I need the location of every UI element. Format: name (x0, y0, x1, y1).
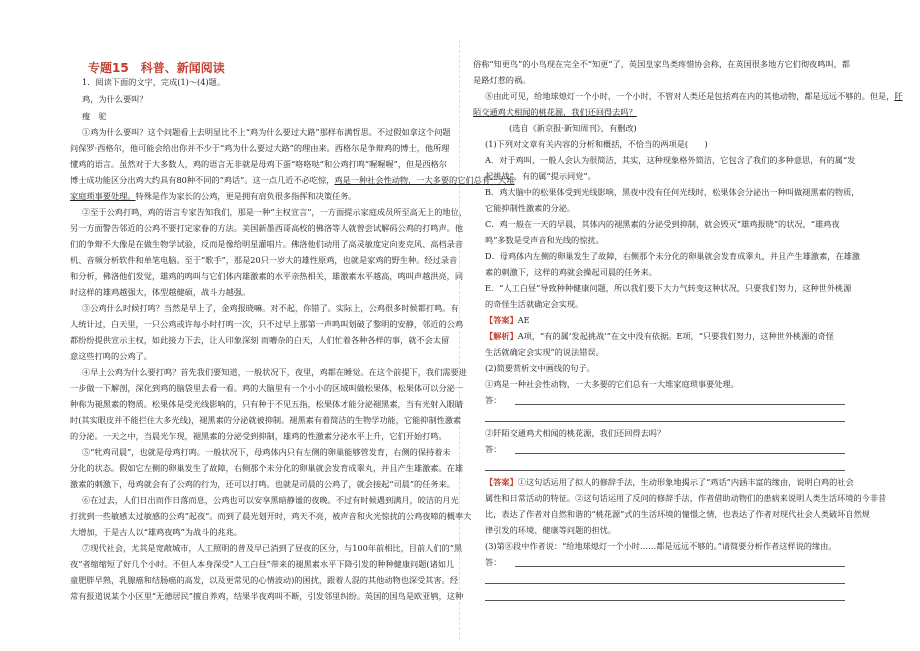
left-text-line: ②至于公鸡打鸣，鸡的语言专家告知我们，那是一种“主权宣言”，一方面提示家庭成员所至高无上的地位， (82, 207, 467, 217)
right-text-line: 答： (485, 557, 502, 567)
right-text-line: 是路灯惹的祸。 (473, 75, 531, 85)
right-text-line: 俗称“知更鸟”的小鸟现在完全不“知更”了，英国皇家鸟类疼惜协会称，在英国很多地方它们彻夜鸣叫，都 (473, 59, 850, 69)
right-text-line: ⑧由此可见，给地球熄灯一个小时，一个小时，不管对人类还是包括鸡在内的其他动物，都是远远不够的。但是，阡 (485, 91, 903, 101)
right-text-line: 素的刺激下，这样的鸡就会操起司晨的任务来。 (485, 267, 657, 277)
left-text-line: 分化的状态。假如它左侧的卵巢发生了故障，右侧那个未分化的卵巢就会发育成睾丸，并且产生雄激素。在雄 (70, 463, 464, 473)
right-text-line: E．“人工白昼”导致种种健康问题，所以我们要下大力气转变这种状况，只要我们努力，这种世外桃源 (485, 283, 852, 293)
left-text-line: ⑤“牝鸡司晨”，也就是母鸡打鸣。一般状况下，母鸡体内只有左侧的卵巢能够管发育，右侧的保持着未 (82, 447, 451, 457)
right-text-line: A．对于鸡叫，一般人会认为很简洁，其实，这种现象格外简洁，它包含了我们的多种意思，有的属“发 (485, 155, 856, 165)
left-text-line: 时(其实眼皮并不能拦住大多光线)，褪黑素的分泌就被抑制。褪黑素有着简洁的生物学功能，它能抑制性激素 (70, 415, 462, 425)
left-text-line: 另一方面警告邻近的公鸡不要打定家眷的方法。美国新墨西哥高校的佛洛等人就曾尝试解码公鸡的打鸣声。他 (70, 223, 464, 233)
left-text-line: ⑥在过去，人们日出而作日落而息，公鸡也可以安享黑暗静谧的夜晚。不过有时候遇到满月，皎洁的月光 (82, 495, 459, 505)
left-text-line: 种称为褪黑素的物质。松果体是受光线影响的，只有种于不见五指，松果体才能分泌褪黑素，当有光射入眼睛 (70, 399, 464, 409)
left-text-line: 童肥胖早熟，乳腺癌和结肠癌的高发，以及更常见的心情波动)的困扰，跟着人混的其他动物也深受其害。经 (70, 575, 459, 585)
right-text-line: 属性和日常活动的特征。②这句话运用了反问的修辞手法，作者借助动物们的患病来说明人类生活环境的今非昔 (485, 493, 887, 503)
right-text-line: 【答案】AE (485, 315, 530, 325)
left-text-line: 1．阅读下面的文字，完成(1)～(4)题。 (82, 77, 226, 87)
left-text-line: 家庭琐事要处理。特殊是作为家长的公鸡，更是拥有肩负很多指挥和决策任务。 (70, 191, 357, 201)
right-text-line: 【解析】A项，“有的属‘发起挑战’”在文中没有依据。E项，“只要我们努力，这种世外桃源的奇怪 (485, 331, 834, 341)
left-text-line: 懂鸡的语言。虽然对于大多数人，鸡的语言无非就是母鸡下蛋“咯咯哒”和公鸡打鸣“喔喔喔”，但是西格尔 (70, 159, 447, 169)
answer-blank-line[interactable] (485, 421, 845, 422)
right-text-line (473, 107, 637, 117)
left-text-line: 问保罗·西格尔，他可能会给出你并不少于“鸡为什么要过大路”的理由来。西格尔是争辩鸡的博士，他所理 (70, 143, 450, 153)
right-text-line: (选自《新京报·新知周刊》，有删改) (509, 123, 637, 133)
underlined-sentence: 家庭琐事要处理。 (70, 191, 136, 201)
answer-label: 【答案】 (485, 315, 518, 325)
right-text-line: (3)第⑧段中作者说：“给地球熄灯一个小时……都是远远不够的。”请简要分析作者这样说的缘由。 (485, 541, 837, 551)
left-text-line: 和分析，佛洛他们发觉，雄鸡的鸣叫与它们体内雄激素的水平亲热相关，雄激素水平越高，鸣叫声越洪亮，同 (70, 271, 464, 281)
right-text-line: 起挑战”，有的属“提示同党”。 (485, 171, 596, 181)
left-text-line: 鸡，为什么要叫？ (82, 94, 148, 104)
answer-blank-line[interactable] (515, 453, 845, 454)
left-text-line: ④早上公鸡为什么要打鸣？首先我们要知道，一般状况下，夜里，鸡都在睡觉。在这个前提下，我们需要进 (82, 367, 467, 377)
right-text-line: B．鸡大脑中的松果体受到光线影响，黑夜中没有任何光线时，松果体会分泌出一种叫做褪黑素的物质， (485, 187, 860, 197)
page-title: 专题15 科普、新闻阅读 (88, 61, 225, 75)
left-text-line: ③公鸡什么时候打鸣？当然是早上了，金鸡报晓嘛。对不起，你错了。实际上，公鸡很多时候都打鸣。有 (82, 303, 459, 313)
right-text-line: 鸣”多数是受声音和光线的惊扰。 (485, 235, 604, 245)
left-text-line: 时这样的雄鸡越强大，体型越健硕，战斗力越强。 (70, 287, 251, 297)
answer-blank-line[interactable] (485, 583, 845, 584)
left-text-line: 机、音频分析软件和单笔电脑。至于“歌手”，那是20只一岁大的雄性原鸡，也就是家鸡的野生种。经过录音 (70, 255, 458, 265)
left-text-line: 博士成功能区分出鸡大约具有80种不同的“鸡话”。这一点几近不必吃惊，鸡是一种社会性动物，一大多要的它们总有一大堆 (70, 175, 515, 185)
left-text-line: 意这些打鸣的公鸡了。 (70, 351, 152, 361)
left-text-line: 一步做一下解剖，深化到鸡的脑袋里去看一看。鸡的大脑里有一个小小的区域叫做松果体，松果体可以分泌一 (70, 383, 464, 393)
right-text-line: 比，表达了作者对自然和谐的“桃花源”式的生活环境的憧憬之情，也表达了作者对现代社会人类破坏自然规 (485, 509, 870, 519)
right-text-line: 答： (485, 444, 502, 454)
answer-blank-line[interactable] (485, 470, 845, 471)
left-text-line: 打扰到一些敏感太过敏感的公鸡“起夜”。而到了晨光划开时，鸡天不亮，被声音和火光惊扰的公鸡夜啼的概率大 (70, 511, 472, 521)
left-text-line: 瘦 驼 (82, 111, 107, 121)
left-text-line: 激素的刺激下，母鸡就会有了公鸡的行为，还可以打鸣。也就是司晨的公鸡了，就会接起“司晨”的任务来。 (70, 479, 455, 489)
right-text-line: 律引发的环境、健康等问题的担忧。 (485, 525, 617, 535)
underlined-sentence: 阡 (894, 91, 903, 101)
right-text-line: (2)简要赏析文中画线的句子。 (485, 363, 595, 373)
left-text-line: 们的争辩不大像是在做生物学试验，反而是像给明星灌唱片。佛洛他们动用了高灵敏度定向麦克风、高档录音 (70, 239, 464, 249)
right-text-line: C．鸡一般在一天的早晨，其体内的褪黑素的分泌受到抑制，就会毁灭“雄鸡报晓”的状况，“雄鸡夜 (485, 219, 840, 229)
right-text-line: 答： (485, 395, 502, 405)
right-text-line: 它能抑制性激素的分泌。 (485, 203, 576, 213)
left-text-line: 夜”者缩缩短了好几个小时。不但人本身深受“人工白昼”带来的褪黑素水平下降引发的种种健康问题(诸如儿 (70, 559, 455, 569)
left-text-line: 大增加，于是古人以“雄鸡夜鸣”为战斗的兆兆。 (70, 527, 243, 537)
answer-blank-line[interactable] (485, 600, 845, 601)
answer-blank-line[interactable] (515, 566, 845, 567)
right-text-line: (1)下列对文章有关内容的分析和概括，不恰当的两项是( ) (485, 139, 708, 149)
left-text-line: 人统计过，白天里，一只公鸡或许每小时打鸣一次，只不过早上那第一声鸣叫划破了黎明的安静，邻近的公鸡 (70, 319, 464, 329)
underlined-sentence: 陌交通鸡犬相闻的桃花源，我们还回得去吗？ (473, 107, 637, 117)
underlined-sentence: 鸡是一种社会性动物，一大多要的它们总有一大堆 (334, 175, 515, 185)
left-text-line: ⑦现代社会，尤其是宽敞城市，人工照明的普及早已消到了昼夜的区分，与100年前相比，目前人们的“黑 (82, 543, 463, 553)
left-text-line: ①鸡为什么要叫？这个问题看上去明显比不上“鸡为什么要过大路”那样布满哲思。不过假如拿这个问题 (82, 127, 451, 137)
left-text-line: 常有报道说某个小区里“无德居民”擅自养鸡，结果半夜鸡叫不断，引发邻里纠纷。英国的国鸟是欧亚鸲，这种 (70, 591, 464, 601)
left-text-line: 的分泌。一天之中，当晨光乍现，褪黑素的分泌受到抑制，雄鸡的性激素分泌水平上升，它们开始打鸣。 (70, 431, 447, 441)
answer-blank-line[interactable] (515, 404, 845, 405)
right-text-line: D．母鸡体内左侧的卵巢发生了故障，右侧那个未分化的卵巢就会发育成睾丸，并且产生雄激素，在雄激 (485, 251, 861, 261)
right-text-line: ①鸡是一种社会性动物，一大多要的它们总有一大堆家庭琐事要处理。 (485, 379, 739, 389)
right-text-line: ②阡陌交通鸡犬相闻的桃花源，我们还回得去吗？ (485, 428, 666, 438)
answer-label: 【答案】 (485, 477, 518, 487)
answer-label: 【解析】 (485, 331, 518, 341)
right-text-line: 的奇怪生活就确定会实现。 (485, 299, 584, 309)
right-text-line: 生活就确定会实现”的说法错误。 (485, 347, 604, 357)
right-text-line: 【答案】①这句话运用了拟人的修辞手法，生动形象地揭示了“鸡话”内涵丰富的缘由，说明白鸡的社会 (485, 477, 854, 487)
left-text-line: 都纷纷提供宣示主权，如此接力下去，让人印象深刻 而嘈杂的白天，人们忙着各种各样的事，就不会太留 (70, 335, 450, 345)
